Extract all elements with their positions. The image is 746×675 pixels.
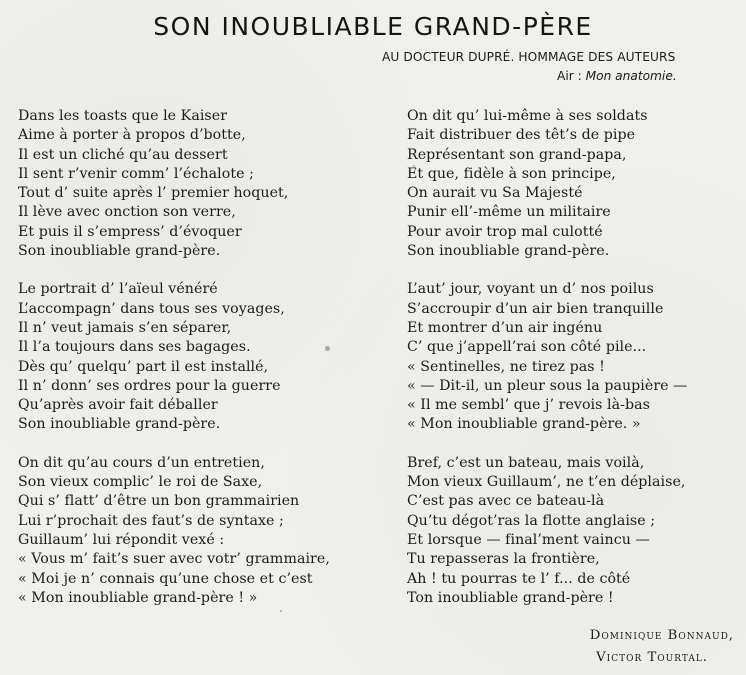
verse-line: « Il me sembl’ que j’ revois là-bas	[407, 397, 650, 414]
print-speck	[325, 346, 330, 351]
verse-line: Mon vieux Guillaum’, ne t’en déplaise,	[407, 474, 686, 491]
air-indication	[557, 69, 677, 83]
verse-line: On dit qu’ lui-même à ses soldats	[407, 108, 648, 124]
verse-line: Son inoubliable grand-père.	[407, 243, 610, 260]
verse-line: Tout d’ suite après l’ premier hoquet,	[18, 185, 289, 202]
verse-line: Fait distribuer des têt’s de pipe	[407, 127, 636, 144]
verse-line: « Mon inoubliable grand-père. »	[407, 416, 641, 433]
verse-line: Ton inoubliable grand-père !	[407, 589, 614, 606]
verse-line: On dit qu’au cours d’un entretien,	[18, 454, 265, 471]
verse-line: Représentant son grand-papa,	[407, 146, 627, 163]
verse-line: « Moi je n’ connais qu’une chose et c’est	[18, 570, 313, 587]
stanza	[18, 454, 363, 608]
stanza	[18, 280, 363, 434]
verse-line: Dans les toasts que le Kaiser	[18, 108, 228, 124]
verse-line: Il est un cliché qu’au dessert	[18, 146, 228, 163]
verse-line: Tu repasseras la frontière,	[407, 551, 600, 568]
verse-line: Il sent r’venir comm’ l’échalote ;	[18, 165, 254, 182]
verse-line: Qu’après avoir fait déballer	[18, 397, 218, 414]
verse-line: Bref, c’est un bateau, mais voilà,	[407, 454, 645, 471]
verse-line: Son vieux complic’ le roi de Saxe,	[18, 474, 263, 491]
verse-line: Aime à porter à propos d’botte,	[18, 127, 246, 144]
verse-line: Le portrait d’ l’aïeul vénéré	[18, 281, 218, 298]
verse-line: Son inoubliable grand-père.	[18, 243, 221, 260]
verse-line: Pour avoir trop mal culotté	[407, 223, 603, 240]
verse-line: Il lève avec onction son verre,	[18, 204, 236, 221]
author-name: Victor Tourtal.	[596, 650, 708, 665]
verse-line: Dès qu’ quelqu’ part il est installé,	[18, 358, 269, 375]
verse-line: Il n’ veut jamais s’en séparer,	[18, 319, 232, 336]
authors-signature	[590, 625, 734, 669]
air-label: Air :	[557, 69, 586, 83]
verse-line: « Vous m’ fait’s suer avec votr’ grammaire,	[18, 551, 330, 568]
left-column	[18, 107, 363, 608]
author-name: Dominique Bonnaud,	[589, 628, 734, 643]
verse-line: Lui r’prochait des faut’s de syntaxe ;	[18, 512, 284, 529]
verse-line: L’aut’ jour, voyant un d’ nos poilus	[407, 281, 654, 298]
verse-line: L’accompagn’ dans tous ses voyages,	[18, 300, 285, 317]
verse-line: Et puis il s’empress’ d’évoquer	[18, 223, 242, 240]
stanza	[407, 454, 746, 608]
air-name: Mon anatomie.	[585, 69, 677, 83]
stanza	[407, 280, 746, 434]
verse-line: Guillaum’ lui répondit vexé :	[18, 531, 225, 548]
print-speck	[280, 610, 282, 612]
verse-line: S’accroupir d’un air bien tranquille	[407, 300, 664, 317]
verse-line: C’ que j’appell’rai son côté pile...	[407, 339, 647, 356]
print-speck	[413, 165, 415, 167]
right-column	[407, 107, 746, 608]
verse-line: Qu’tu dégot’ras la flotte anglaise ;	[407, 512, 656, 529]
verse-line: « Mon inoubliable grand-père ! »	[18, 589, 258, 606]
stanza	[18, 107, 363, 261]
verse-line: Il n’ donn’ ses ordres pour la guerre	[18, 377, 281, 394]
verse-line: Son inoubliable grand-père.	[18, 416, 221, 433]
verse-line: On aurait vu Sa Majesté	[407, 185, 583, 202]
verse-line: Et montrer d’un air ingénu	[407, 319, 603, 336]
verse-line: « Sentinelles, ne tirez pas !	[407, 358, 605, 375]
verse-line: Ah ! tu pourras te l’ f... de côté	[407, 570, 631, 587]
verse-line: Et que, fidèle à son principe,	[407, 165, 616, 182]
song-title: SON INOUBLIABLE GRAND-PÈRE	[153, 12, 593, 41]
verse-line: Qui s’ flatt’ d’être un bon grammairien	[18, 493, 300, 510]
verse-line: Et lorsque — final’ment vaincu —	[407, 531, 650, 548]
dedication-line: AU DOCTEUR DUPRÉ. HOMMAGE DES AUTEURS	[382, 50, 676, 64]
verse-line: Punir ell’-même un militaire	[407, 204, 611, 221]
stanza	[407, 107, 746, 261]
verse-line: « — Dit-il, un pleur sous la paupière —	[407, 377, 688, 394]
verse-line: Il l’a toujours dans ses bagages.	[18, 339, 251, 356]
verse-line: C’est pas avec ce bateau-là	[407, 493, 605, 510]
